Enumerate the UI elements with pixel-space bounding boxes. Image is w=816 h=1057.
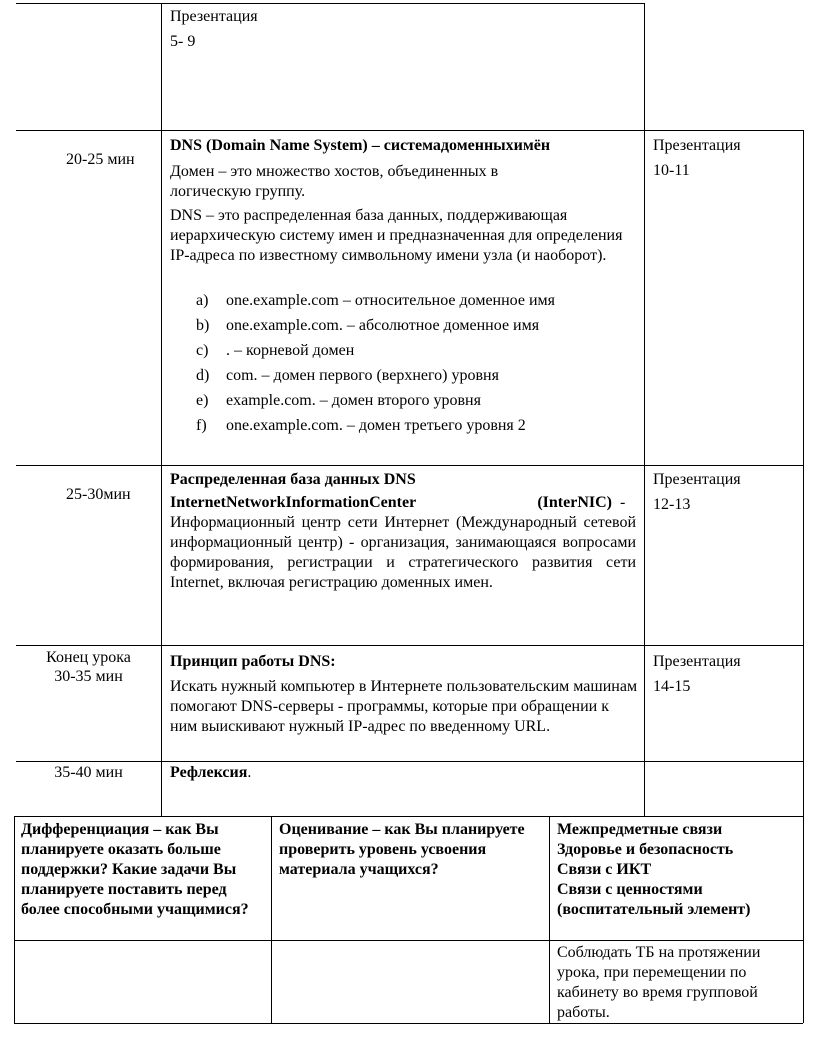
org-name: InternetNetworkInformationCenter (InterNIC) (170, 494, 612, 511)
slide-range: 14-15 (653, 678, 691, 695)
section-title (170, 763, 251, 783)
table-border (16, 130, 803, 131)
cross-curricular-header: Межпредметные связи (557, 821, 723, 838)
list-text: one.example.com. – домен третьего уровня 2 (226, 417, 526, 434)
list-marker: b) (196, 317, 210, 334)
table-border (16, 761, 803, 762)
table-border (14, 816, 803, 817)
paragraph (170, 493, 636, 593)
time-cell: 25-30мин (66, 486, 131, 503)
table-border (803, 130, 804, 1023)
resource-label: Презентация (653, 137, 741, 154)
table-border (161, 3, 162, 816)
time-cell: 30-35 мин (54, 668, 123, 685)
safety-note: Соблюдать ТБ на протяжении урока, при перемещении по кабинету во время групповой работы. (557, 944, 761, 1021)
section-title: Принцип работы DNS: (170, 653, 336, 670)
section-title: Распределенная база данных DNS (170, 471, 416, 488)
list-text: . – корневой домен (226, 342, 355, 359)
resource-label: Презентация (653, 471, 741, 488)
list-marker: d) (196, 367, 210, 384)
paragraph: Домен – это множество хостов, объединенных в логическую группу. (170, 163, 499, 200)
section-title-text: Рефлексия (170, 764, 248, 781)
time-cell: 35-40 мин (54, 764, 123, 781)
differentiation-header: Дифференциация – как Вы планируете оказать больше поддержки? Какие задачи Вы планируете поставить перед более способными учащимися? (21, 821, 249, 918)
table-border (16, 465, 803, 466)
slide-range: 12-13 (653, 496, 691, 513)
title-punctuation: . (247, 764, 252, 781)
table-border (271, 816, 272, 1023)
paragraph: Искать нужный компьютер в Интернете пользовательским машинам помогают DNS-серверы - программы, которые при обращении к ним выискивают нужный IP-адрес по введенному URL. (170, 678, 638, 735)
table-border (14, 1023, 803, 1024)
slide-range: 5- 9 (170, 33, 196, 50)
list-marker: c) (196, 342, 209, 359)
list-marker: f) (196, 417, 207, 434)
section-title: DNS (Domain Name System) – системадоменныхимён (170, 137, 551, 154)
table-border (549, 816, 550, 1023)
table-border (16, 3, 644, 4)
time-cell: 20-25 мин (66, 151, 135, 168)
table-border (644, 3, 645, 816)
time-cell: Конец урока (46, 649, 131, 666)
assessment-header: Оценивание – как Вы планируете проверить уровень усвоения материала учащихся? (279, 821, 525, 878)
resource-label: Презентация (170, 8, 258, 25)
resource-label: Презентация (653, 653, 741, 670)
list-text: one.example.com. – абсолютное доменное имя (226, 317, 540, 334)
paragraph-text: - Информационный центр сети Интернет (Международный сетевой информационный центр) - организация, занимающаяся вопросами формирования, регистрации и стратегического развития сети Internet, включая регистрацию доменных имен. (170, 494, 636, 591)
list-marker: a) (196, 292, 209, 309)
list-text: example.com. – домен второго уровня (226, 392, 481, 409)
table-border (16, 645, 803, 646)
list-text: one.example.com – относительное доменное имя (226, 292, 556, 309)
slide-range: 10-11 (653, 162, 690, 179)
table-border (14, 940, 803, 941)
cross-curricular-header: Связи с ИКТ (557, 861, 652, 878)
table-border (14, 816, 15, 1023)
list-marker: e) (196, 392, 209, 409)
cross-curricular-header: Здоровье и безопасность (557, 841, 734, 858)
list-text: com. – домен первого (верхнего) уровня (226, 367, 499, 384)
paragraph: DNS – это распределенная база данных, поддерживающая иерархическую систему имен и предназначенная для определения IP-адреса по известному символьному имени узла (и наоборот). (170, 207, 623, 264)
cross-curricular-header: Связи с ценностями (воспитательный элемент) (557, 881, 751, 918)
